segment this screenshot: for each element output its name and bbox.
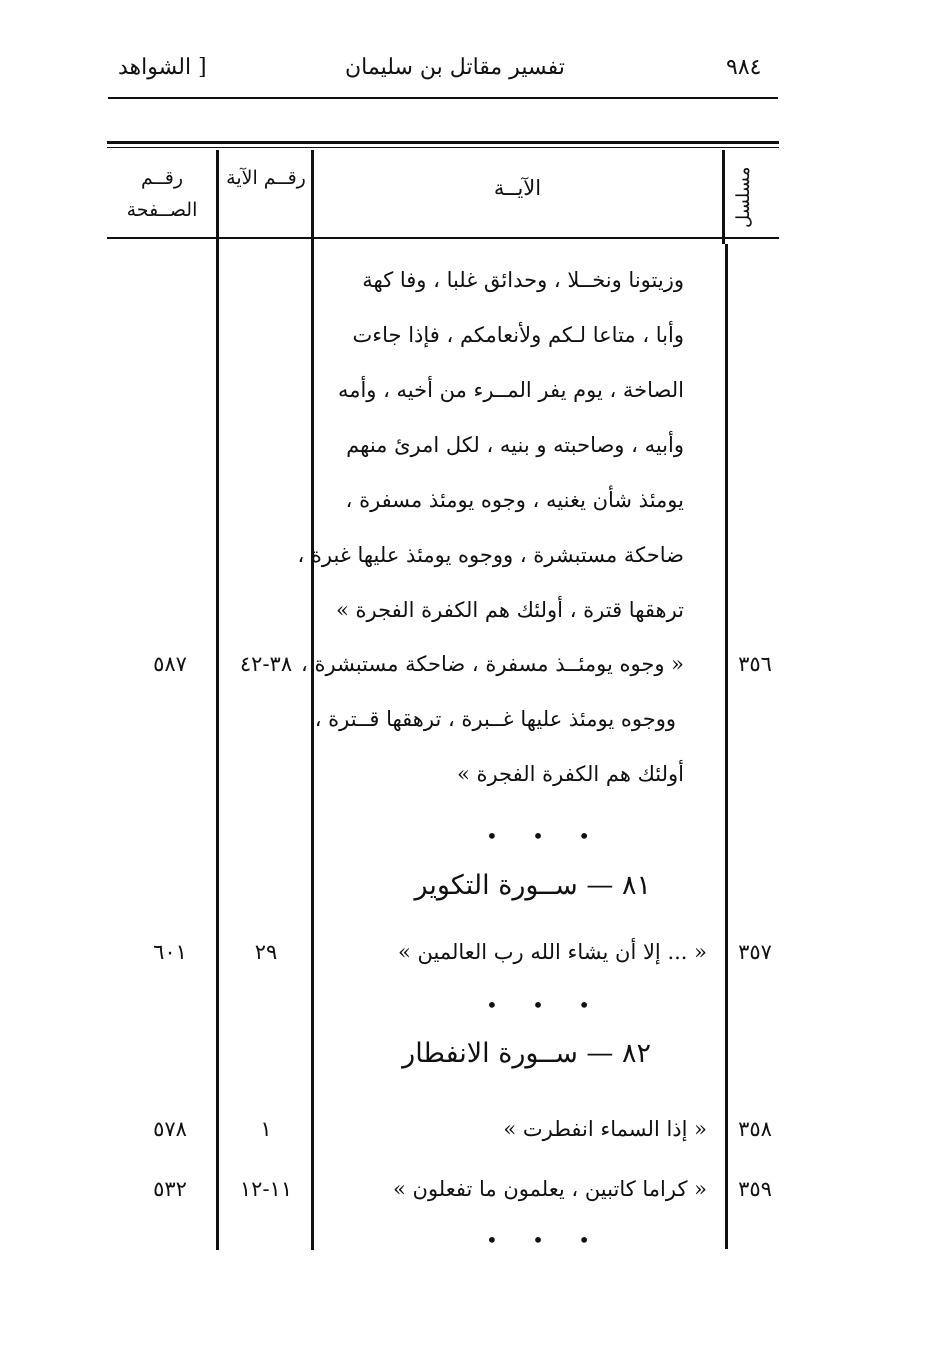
column-divider-page (216, 150, 219, 1250)
table-top-rule-thin (107, 147, 779, 148)
header-bottom-rule (107, 237, 779, 239)
verse-line: وأبا ، متاعا لـكم ولأنعامكم ، فإذا جاءت (352, 323, 684, 347)
verse-line: وزيتونا ونخــلا ، وحدائق غلبا ، وفا كهة (362, 268, 684, 292)
verse-number: ١١-١٢ (239, 1177, 293, 1201)
page-number: ٩٨٤ (726, 55, 762, 80)
separator: • • • (486, 824, 605, 848)
page-reference: ٥٣٢ (153, 1177, 187, 1201)
page-reference: ٥٨٧ (153, 652, 187, 676)
column-header-verse: الآيــة (493, 176, 542, 200)
verse-line: « ... إلا أن يشاء الله رب العالمين » (397, 940, 707, 964)
verse-line: وأبيه ، وصاحبته و بنيه ، لكل امرئ منهم (346, 433, 684, 457)
serial-number: ٣٥٦ (738, 652, 772, 676)
verse-number: ١ (260, 1117, 272, 1141)
column-header-page-number: رقــم الصــفحة (126, 167, 198, 221)
verse-line: يومئذ شأن يغنيه ، وجوه يومئذ مسفرة ، (345, 488, 684, 512)
column-divider-verse (311, 150, 314, 1250)
serial-number: ٣٥٩ (738, 1177, 772, 1201)
separator: • • • (486, 1228, 605, 1252)
serial-number: ٣٥٧ (738, 940, 772, 964)
serial-number: ٣٥٨ (738, 1117, 772, 1141)
separator: • • • (486, 993, 605, 1017)
page-reference: ٥٧٨ (153, 1117, 187, 1141)
header-rule (108, 97, 778, 99)
verse-line: الصاخة ، يوم يفر المــرء من أخيه ، وأمه (337, 378, 684, 402)
verse-line: ووجوه يومئذ عليها غــبرة ، ترهقها قــترة ، (314, 707, 676, 731)
verse-line: « إذا السماء انفطرت » (503, 1117, 707, 1141)
table-top-rule (107, 141, 779, 144)
book-title: تفسير مقاتل بن سليمان (345, 55, 565, 80)
verse-number: ٣٨-٤٢ (239, 652, 293, 676)
surah-heading: ٨١ — ســورة التكوير (414, 870, 651, 901)
column-divider-serial-body (725, 244, 728, 1249)
verse-line: « وجوه يومئــذ مسفرة ، ضاحكة مستبشرة ، (301, 652, 684, 676)
column-header-serial: مسلسل (733, 166, 754, 228)
page-reference: ٦٠١ (153, 940, 187, 964)
verse-line: « كراما كاتبين ، يعلمون ما تفعلون » (393, 1177, 707, 1201)
section-title: [ الشواهد (118, 55, 207, 80)
column-header-verse-number: رقــم الآية (226, 167, 306, 189)
surah-heading: ٨٢ — ســورة الانفطار (402, 1038, 651, 1069)
verse-line: أولئك هم الكفرة الفجرة » (456, 762, 684, 786)
verse-number: ٢٩ (254, 940, 278, 964)
verse-line: ترهقها قترة ، أولئك هم الكفرة الفجرة » (335, 598, 684, 622)
column-divider-serial (722, 150, 725, 244)
verse-line: ضاحكة مستبشرة ، ووجوه يومئذ عليها غبرة ، (297, 543, 684, 567)
